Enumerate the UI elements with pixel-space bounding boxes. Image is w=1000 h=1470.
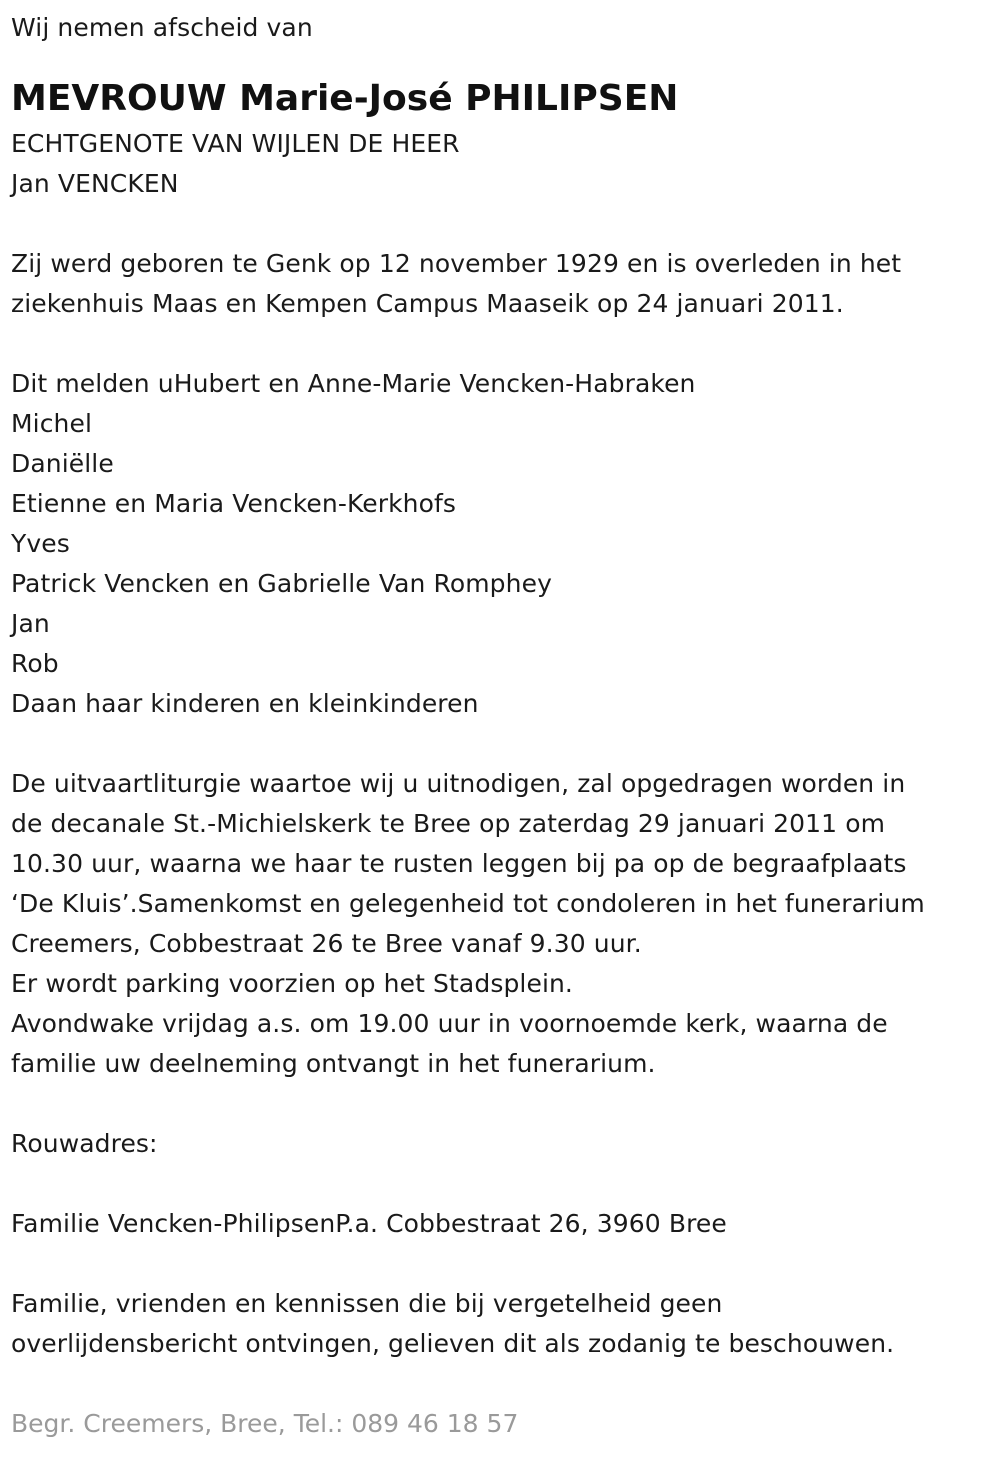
deceased-name: MEVROUW Marie-José PHILIPSEN <box>11 78 679 119</box>
family-line: Michel <box>11 409 93 438</box>
paragraph-line: overlijdensbericht ontvingen, gelieven dit als zodanig te beschouwen. <box>11 1329 895 1358</box>
address-label: Rouwadres: <box>11 1129 158 1158</box>
paragraph-line: ‘De Kluis’.Samenkomst en gelegenheid tot condoleren in het funerarium <box>11 889 925 918</box>
family-line: Dit melden uHubert en Anne-Marie Vencken-Habraken <box>11 369 696 398</box>
family-line: Daniëlle <box>11 449 114 478</box>
funeral-paragraph <box>11 764 1000 1084</box>
spouse-name: Jan VENCKEN <box>11 169 179 198</box>
intro-text: Wij nemen afscheid van <box>11 13 313 42</box>
paragraph-line: ziekenhuis Maas en Kempen Campus Maaseik op 24 januari 2011. <box>11 289 844 318</box>
paragraph-line: Avondwake vrijdag a.s. om 19.00 uur in voornoemde kerk, waarna de <box>11 1009 888 1038</box>
paragraph-line: De uitvaartliturgie waartoe wij u uitnodigen, zal opgedragen worden in <box>11 769 906 798</box>
spouse-title: ECHTGENOTE VAN WIJLEN DE HEER <box>11 129 460 158</box>
paragraph-line: familie uw deelneming ontvangt in het funerarium. <box>11 1049 656 1078</box>
paragraph-line: Zij werd geboren te Genk op 12 november 1929 en is overleden in het <box>11 249 902 278</box>
spacer <box>11 724 1000 764</box>
spacer <box>11 1244 1000 1284</box>
paragraph-line: Familie, vrienden en kennissen die bij vergetelheid geen <box>11 1289 723 1318</box>
paragraph-line: Creemers, Cobbestraat 26 te Bree vanaf 9.30 uur. <box>11 929 642 958</box>
spacer <box>11 1164 1000 1204</box>
paragraph-line: 10.30 uur, waarna we haar te rusten leggen bij pa op de begraafplaats <box>11 849 907 878</box>
family-line: Patrick Vencken en Gabrielle Van Romphey <box>11 569 552 598</box>
notice-paragraph <box>11 1284 1000 1364</box>
mourning-address: Familie Vencken-PhilipsenP.a. Cobbestraat 26, 3960 Bree <box>11 1209 727 1238</box>
family-line: Daan haar kinderen en kleinkinderen <box>11 689 479 718</box>
birth-death-paragraph <box>11 244 1000 324</box>
family-line: Jan <box>11 609 50 638</box>
family-line: Yves <box>11 529 70 558</box>
family-line: Rob <box>11 649 59 678</box>
spacer <box>11 324 1000 364</box>
undertaker-footer: Begr. Creemers, Bree, Tel.: 089 46 18 57 <box>11 1409 519 1438</box>
spacer <box>11 204 1000 244</box>
family-line: Etienne en Maria Vencken-Kerkhofs <box>11 489 457 518</box>
spacer <box>11 1084 1000 1124</box>
paragraph-line: Er wordt parking voorzien op het Stadsplein. <box>11 969 573 998</box>
family-list <box>11 364 1000 724</box>
paragraph-line: de decanale St.-Michielskerk te Bree op zaterdag 29 januari 2011 om <box>11 809 886 838</box>
spacer <box>11 1364 1000 1404</box>
